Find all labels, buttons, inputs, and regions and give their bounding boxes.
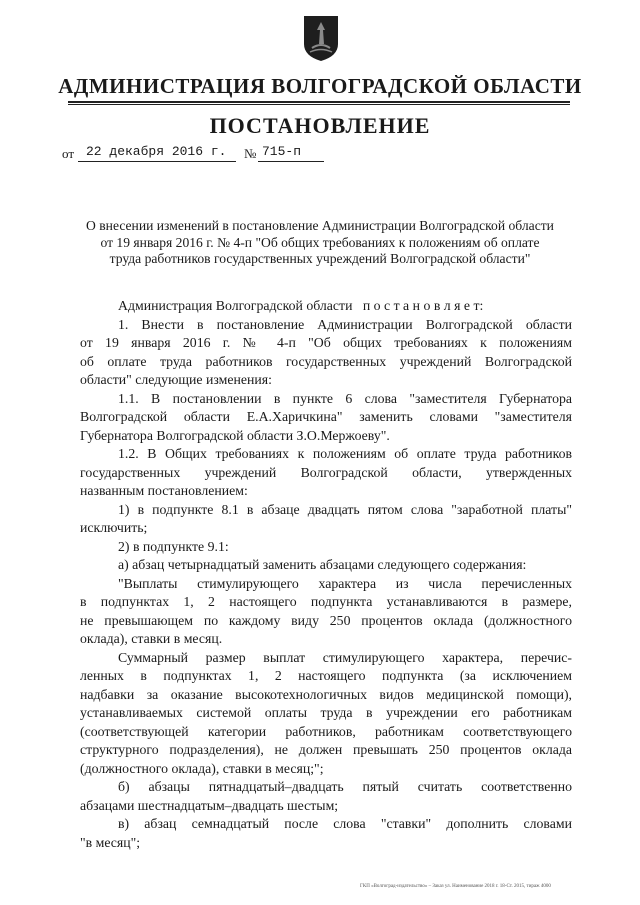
paragraph-line: в подпунктах 1, 2 настоящего подпункта устанавливаются в размере, [80, 594, 572, 609]
paragraph-line: об оплате труда работников государственных учреждений Волгоградской [80, 353, 572, 369]
document-body [80, 297, 572, 852]
paragraph-line: структурного подразделения), не должен превышать 250 процентов оклада [80, 742, 572, 757]
preamble-lead: Администрация Волгоградской области [118, 298, 353, 313]
paragraph-line: абзацами шестнадцатым–двадцать шестым; [80, 797, 339, 813]
paragraph-line: от 19 января 2016 г. № 4-п "Об общих требованиях к положениям [80, 335, 572, 350]
paragraph-line: (должностного оклада), ставки в месяц;"; [80, 760, 324, 776]
paragraph-line: 1.1. В постановлении в пункте 6 слова "заместителя Губернатора [118, 390, 572, 406]
paragraph-line: 1) в подпункте 8.1 в абзаце двадцать пятом слова "заработной платы" [118, 501, 572, 517]
paragraph-line: области" следующие изменения: [80, 372, 272, 387]
paragraph-line: Суммарный размер выплат стимулирующего характера, перечис- [118, 649, 572, 665]
paragraph-line: (соответствующей категории работников, работникам соответствующего [80, 723, 572, 739]
paragraph-line: не превышающем по каждому виду 250 процентов оклада (должностного [80, 612, 572, 628]
paragraph-line: Волгоградской области Е.А.Харичкина" заменить словами "заместителя [80, 409, 572, 424]
document-date: 22 декабря 2016 г. [78, 144, 236, 162]
paragraph-line: 1.2. В Общих требованиях к положениям об оплате труда работников [118, 446, 572, 461]
paragraph-line: ленных в подпунктах 1, 2 настоящего подпункта (за исключением [80, 668, 572, 683]
paragraph-line: надбавки за оказание высокотехнологичных видов медицинской помощи), [80, 686, 572, 702]
paragraph-line: а) абзац четырнадцатый заменить абзацами следующего содержания: [118, 557, 527, 572]
paragraph-line: 2) в подпункте 9.1: [118, 538, 229, 554]
paragraph-line: "в месяц"; [80, 834, 141, 850]
paragraph-line: б) абзацы пятнадцатый–двадцать пятый считать соответственно [118, 779, 572, 794]
subject-line: от 19 января 2016 г. № 4-п "Об общих требованиях к положениям об оплате [100, 234, 540, 250]
issuing-authority: АДМИНИСТРАЦИЯ ВОЛГОГРАДСКОЙ ОБЛАСТИ [58, 74, 582, 98]
preamble-verb: п о с т а н о в л я е т: [362, 298, 484, 313]
paragraph-line: устанавливаемых системой оплаты труда в учреждении его работникам [80, 705, 572, 720]
header-divider-thin [68, 104, 570, 105]
document-type: ПОСТАНОВЛЕНИЕ [209, 113, 431, 138]
paragraph-line: "Выплаты стимулирующего характера из числа перечисленных [118, 575, 572, 591]
header-divider [68, 101, 570, 103]
document-subject [60, 218, 580, 268]
document-number: 715-п [258, 144, 324, 162]
coat-of-arms-icon [302, 14, 340, 62]
paragraph-line: исключить; [80, 520, 148, 535]
subject-line: труда работников государственных учреждений Волгоградской области" [109, 251, 531, 266]
subject-line: О внесении изменений в постановление Администрации Волгоградской области [86, 218, 554, 233]
paragraph-line: 1. Внести в постановление Администрации Волгоградской области [118, 316, 572, 332]
paragraph-line: оклада), ставки в месяц. [80, 631, 223, 646]
number-label: № [244, 146, 257, 161]
paragraph-line: государственных учреждений Волгоградской области, утвержденных [80, 464, 572, 480]
paragraph-line: Губернатора Волгоградской области З.О.Мержоеву". [80, 427, 390, 443]
date-label: от [62, 146, 75, 161]
preamble [80, 297, 572, 316]
paragraph-line: названным постановлением: [80, 483, 248, 498]
paragraph-line: в) абзац семнадцатый после слова "ставки" дополнить словами [118, 816, 572, 831]
print-imprint: ГКП «Волгоград-издательство» – Заказ ул. Наименование 2018 г. 18-Ст. 2015, тираж 4000 [360, 884, 551, 889]
